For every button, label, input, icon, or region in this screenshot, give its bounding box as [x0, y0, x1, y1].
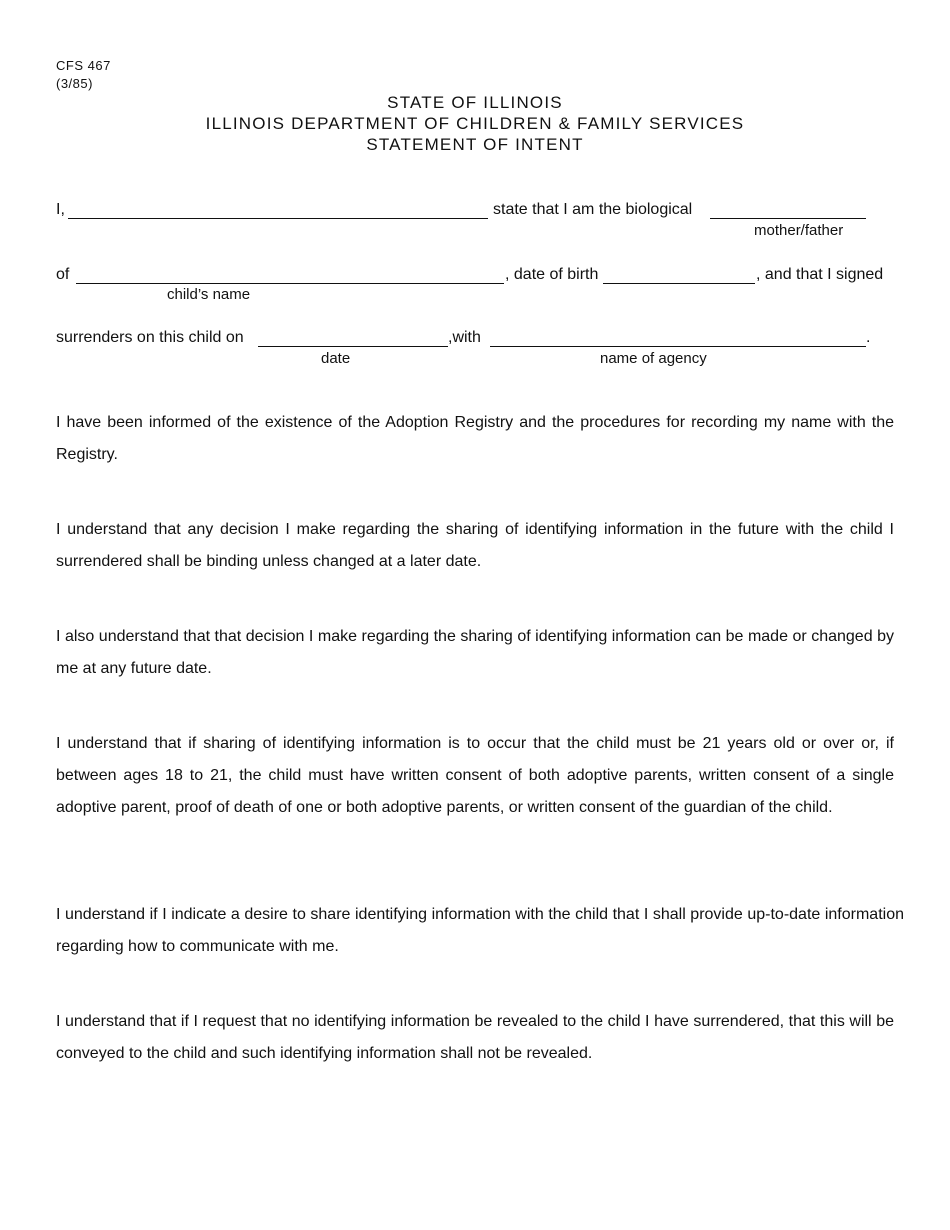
mother-father-field-line[interactable] — [710, 218, 866, 219]
header-department: ILLINOIS DEPARTMENT OF CHILDREN & FAMILY SERVICES — [205, 114, 745, 133]
row3-suffix-text: . — [866, 329, 871, 346]
childs-name-caption: child’s name — [167, 286, 251, 303]
surrender-date-field-line[interactable] — [258, 346, 448, 347]
paragraph-binding-decision: I understand that any decision I make regarding the sharing of identifying information in the future with the child I surrendered shall be binding unless changed at a later date. — [56, 521, 894, 570]
paragraph-contact-information: I understand if I indicate a desire to share identifying information with the child that I shall provide up-to-date information regarding how to communicate with me. — [56, 906, 904, 955]
form-revision: (3/85) — [56, 76, 93, 91]
date-caption: date — [321, 350, 351, 367]
paragraph-registry: I have been informed of the existence of the Adoption Registry and the procedures for recording my name with the Registry. — [56, 414, 894, 463]
mother-father-caption: mother/father — [754, 222, 844, 239]
row3-prefix: surrenders on this child on — [56, 329, 244, 346]
agency-caption: name of agency — [600, 350, 707, 367]
row2-middle-text: , date of birth — [505, 266, 599, 283]
paragraph-no-disclosure: I understand that if I request that no identifying information be revealed to the child I have surrendered, that this will be conveyed to the child and such identifying information shall not be revealed. — [56, 1013, 894, 1062]
paragraph-age-requirements: I understand that if sharing of identifying information is to occur that the child must be 21 years old or over or, if between ages 18 to 21, the child must have written consent of both adoptive parents, written consent of a single adoptive parent, proof of death of one or both adoptive parents, or written consent of the guardian of the child. — [56, 735, 894, 816]
date-of-birth-field-line[interactable] — [603, 283, 755, 284]
form-number: CFS 467 — [56, 58, 111, 73]
row1-prefix: I, — [56, 201, 65, 218]
header-title: STATEMENT OF INTENT — [366, 135, 584, 154]
row1-middle-text: state that I am the biological — [493, 201, 693, 218]
agency-name-field-line[interactable] — [490, 346, 866, 347]
row2-prefix: of — [56, 266, 70, 283]
name-field-line[interactable] — [68, 218, 488, 219]
row2-suffix-text: , and that I signed — [756, 266, 884, 283]
document-header — [0, 92, 950, 155]
row3-middle-text: ,with — [448, 329, 481, 346]
form-identifier — [56, 57, 111, 93]
paragraph-change-decision: I also understand that that decision I make regarding the sharing of identifying information can be made or changed by me at any future date. — [56, 628, 894, 677]
child-name-field-line[interactable] — [76, 283, 504, 284]
header-state: STATE OF ILLINOIS — [387, 93, 563, 112]
